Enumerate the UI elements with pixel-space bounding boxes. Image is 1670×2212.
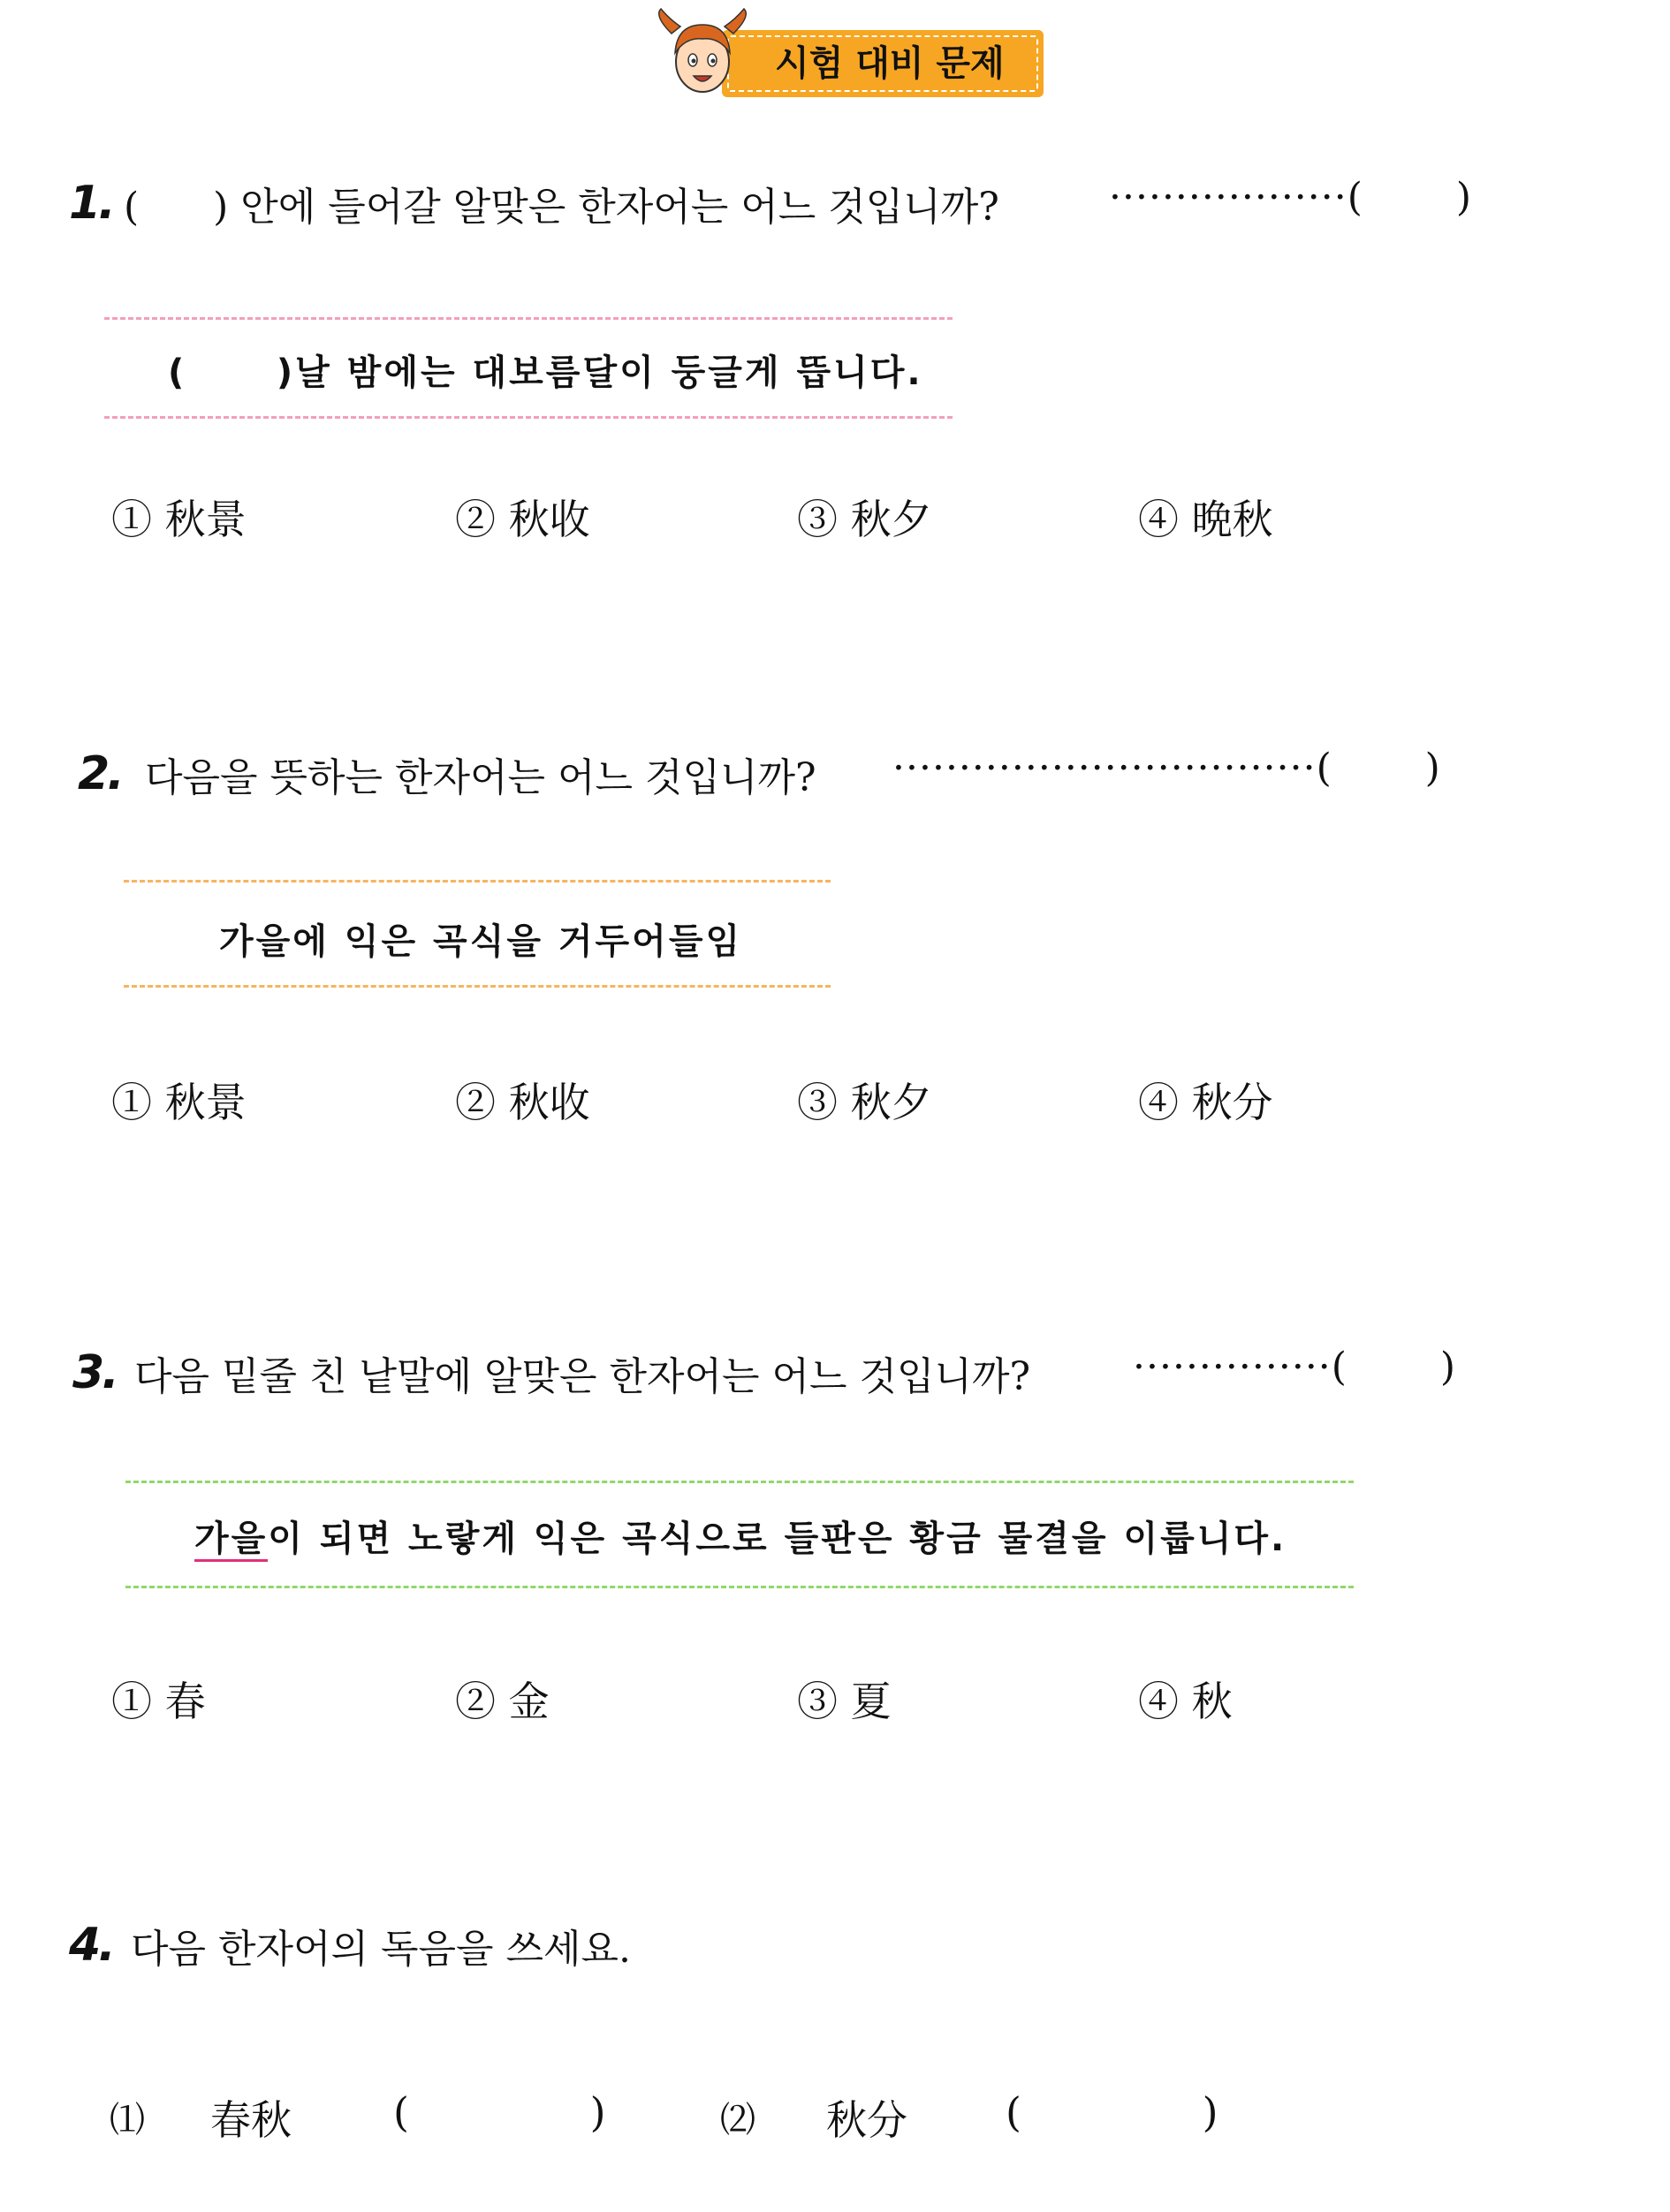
question-4-item-1-label: ⑴ [110, 2100, 145, 2140]
question-3-box-bottom-border [125, 1586, 1354, 1588]
question-3-box-text [194, 1511, 1287, 1561]
header-title: 시험 대비 문제 [775, 43, 1005, 84]
question-3-choice-2[interactable]: ② 金 [455, 1678, 550, 1725]
girl-mascot-icon [654, 7, 751, 104]
question-1-box-text: ( )날 밤에는 대보름달이 둥글게 뜹니다. [168, 352, 923, 393]
question-1-prompt: ( ) 안에 들어갈 알맞은 한자어는 어느 것입니까? [124, 185, 999, 230]
question-2-number: 2. [78, 747, 122, 800]
question-2-box-top-border [124, 880, 831, 883]
question-4-prompt: 다음 한자어의 독음을 쓰세요. [131, 1927, 631, 1972]
question-2-choice-3[interactable]: ③ 秋夕 [797, 1079, 932, 1126]
question-1-choice-4[interactable]: ④ 晩秋 [1138, 496, 1273, 543]
question-3-choice-4[interactable]: ④ 秋 [1138, 1678, 1233, 1725]
question-2-choice-1[interactable]: ① 秋景 [111, 1079, 247, 1126]
question-1-choice-1[interactable]: ① 秋景 [111, 496, 247, 543]
question-1-choice-3[interactable]: ③ 秋夕 [797, 496, 932, 543]
header-banner [722, 30, 1044, 97]
question-4-item-2-label: ⑵ [720, 2100, 755, 2140]
question-1-box-bottom-border [104, 416, 953, 419]
question-4-item-2-answer-blank[interactable]: ( ) [1006, 2088, 1218, 2136]
question-2-box-text: 가을에 익은 곡식을 거두어들임 [219, 921, 743, 962]
question-3-answer-blank: ···············( ) [1133, 1345, 1457, 1390]
question-3-underlined-word: 가을 [194, 1519, 268, 1562]
question-3-prompt: 다음 밑줄 친 낱말에 알맞은 한자어는 어느 것입니까? [134, 1354, 1031, 1399]
question-3-box-top-border [125, 1481, 1354, 1483]
question-3-box-text-rest: 이 되면 노랗게 익은 곡식으로 들판은 황금 물결을 이룹니다. [268, 1519, 1287, 1559]
question-3-number: 3. [72, 1346, 117, 1399]
question-2-choice-4[interactable]: ④ 秋分 [1138, 1079, 1273, 1126]
question-4-number: 4. [69, 1919, 113, 1972]
question-2-prompt: 다음을 뜻하는 한자어는 어느 것입니까? [145, 755, 816, 800]
question-4-item-1-word: 春秋 [210, 2096, 292, 2144]
question-4-item-1-answer-blank[interactable]: ( ) [393, 2088, 606, 2136]
question-1-choice-2[interactable]: ② 秋收 [455, 496, 590, 543]
question-2-answer-blank: ································( ) [892, 746, 1441, 791]
question-3-choice-3[interactable]: ③ 夏 [797, 1678, 892, 1725]
question-2-choice-2[interactable]: ② 秋收 [455, 1079, 590, 1126]
question-1-number: 1. [69, 177, 113, 230]
question-1-answer-blank: ··················( ) [1109, 175, 1472, 220]
question-1-box-top-border [104, 317, 953, 320]
question-4-item-2-word: 秋分 [826, 2096, 907, 2144]
question-3-choice-1[interactable]: ① 春 [111, 1678, 206, 1725]
question-2-box-bottom-border [124, 985, 831, 988]
